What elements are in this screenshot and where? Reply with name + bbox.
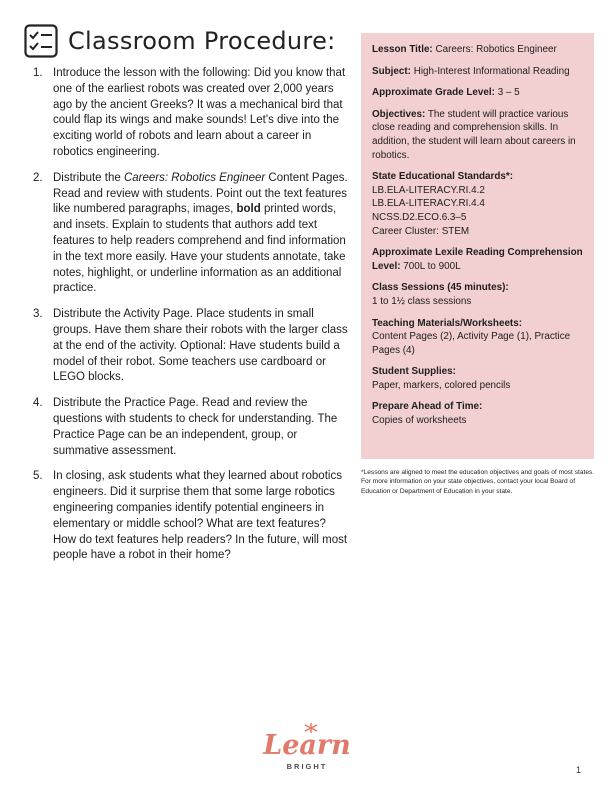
step-text-part: Content Pages. Read and review with students. Point out the text features like numbered paragraphs, images, [53,171,348,216]
step-number: 2. [33,171,43,184]
procedure-step-2 [33,171,351,297]
step-text-bold: bold [236,203,261,216]
checklist-icon [24,24,58,58]
field-value: Careers: Robotics Engineer [435,44,557,55]
subject-field [372,65,584,79]
prepare-field [372,400,584,427]
standard-item: Career Cluster: STEM [372,225,470,237]
step-number: 5. [33,470,43,483]
standard-item: LB.ELA-LITERACY.RI.4.2 [372,184,485,196]
sessions-field [372,281,584,308]
learn-bright-logo [257,726,357,776]
field-label: Student Supplies: [372,366,456,378]
field-label: Prepare Ahead of Time: [372,401,483,413]
step-text [53,171,351,297]
step-text: Distribute the Practice Page. Read and review the questions with students to check for understanding. The Practice Page can be an independent, group, or summative assessment. [53,397,338,457]
field-label: Class Sessions (45 minutes): [372,282,509,294]
objectives-field [372,108,584,162]
step-text: Introduce the lesson with the following: Did you know that one of the earliest robots was created over 2,000 years ago by the ancient Greeks? It was a mechanical bird that could flap its wings and make sounds! Let's dive into the exciting world of robots and learn about a career in robotics engineering. [53,67,346,158]
procedure-step-1 [33,66,351,161]
step-number: 1. [33,67,43,79]
field-value: 1 to 1½ class sessions [372,295,472,307]
field-value: The student will practice various close reading and comprehension skills. In addition, the student will learn about careers in robotics. [372,108,576,161]
step-text-italic: Careers: Robotics Engineer [123,171,266,184]
field-value: Content Pages (2), Activity Page (1), Practice Pages (4) [372,331,571,356]
field-value: Paper, markers, colored pencils [372,379,511,391]
logo-word: Learn [263,730,351,761]
procedure-step-3 [33,307,351,386]
field-value: 700L to 900L [403,260,461,272]
page-title: Classroom Procedure: [68,27,336,55]
standard-item: LB.ELA-LITERACY.RI.4.4 [372,198,485,210]
step-text-part: printed words, and insets. Explain to students that authors add text features to help readers comprehend and find information in the text more easily. Have your students annotate, take notes, highlight, or underline information as an additional practice. [53,203,346,295]
step-number: 3. [33,308,43,321]
step-number: 4. [33,397,43,410]
standards-field [372,170,584,238]
field-label: State Educational Standards*: [372,171,514,183]
materials-field [372,317,584,358]
field-label: Teaching Materials/Worksheets: [372,317,522,329]
procedure-step-4 [33,396,351,459]
field-label: Subject: [372,65,411,77]
step-text: In closing, ask students what they learned about robotics engineers. Did it surprise them that some large robotics engineering companies identify potential engineers in elementary or middle school? What are text features? How do text features help readers? In the future, will most people have a robot in their home? [53,470,348,562]
field-value: High-Interest Informational Reading [413,65,570,77]
field-label: Objectives: [372,108,426,120]
step-text-part: Distribute the [53,171,124,184]
field-value: Copies of worksheets [372,415,467,427]
page-number: 1 [576,765,582,775]
procedure-list [33,66,351,574]
grade-field [372,86,584,100]
standards-footnote: *Lessons are aligned to meet the education objectives and goals of most states. For more information on your state objectives, contact your local Board of Education or Department of Education in your state. [361,469,595,495]
procedure-step-5 [33,469,351,564]
supplies-field [372,365,584,392]
field-value: 3 – 5 [497,87,520,99]
field-label: Approximate Grade Level: [372,87,495,99]
step-text: Distribute the Activity Page. Place students in small groups. Have them share their robots with the larger class at the end of the activity. Optional: Have students build a model of their robot. Some teachers use cardboard or LEGO blocks. [53,308,348,384]
standard-item: NCSS.D2.ECO.6.3–5 [372,211,467,223]
lexile-field [372,246,584,273]
logo-subtext: BRIGHT [286,762,328,771]
field-label: Lesson Title: [372,44,433,55]
field-label: Approximate Lexile Reading Comprehension Level: [372,247,583,272]
lesson-info-box [361,33,594,459]
lesson-title-field [372,43,584,57]
page-header [24,24,336,58]
